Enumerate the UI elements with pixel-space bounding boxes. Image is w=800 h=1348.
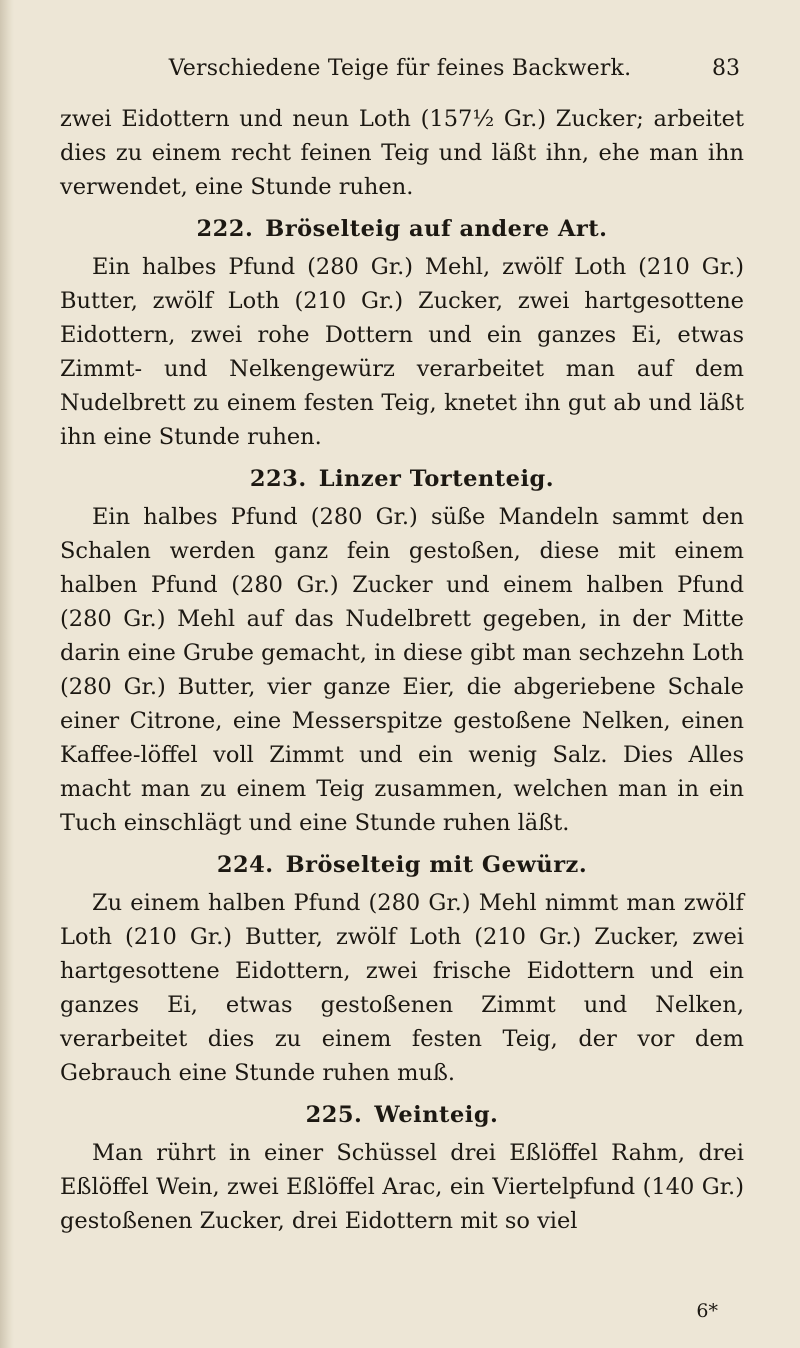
recipe-text: Ein halbes Pfund (280 Gr.) süße Mandeln sammt den Schalen werden ganz fein gestoßen, diese mit einem halben Pfund (280 Gr.) Zucker und einem halben Pfund (280 Gr.) Mehl auf das Nudelbrett gegeben, in der Mitte darin eine Grube gemacht, in diese gibt man sechzehn Loth (280 Gr.) Butter, vier ganze Eier, die abgeriebene Schale einer Citrone, eine Messerspitze gestoßene Nelken, einen Kaffee-löffel voll Zimmt und ein wenig Salz. Dies Alles macht man zu einem Teig zusammen, welchen man in ein Tuch einschlägt und eine Stunde ruhen läßt. xyxy=(60,504,744,836)
intro-paragraph: zwei Eidottern und neun Loth (157½ Gr.) Zucker; arbeitet dies zu einem recht feinen Teig und läßt ihn, ehe man ihn verwendet, eine Stunde ruhen. xyxy=(60,106,744,200)
recipe-title: Linzer Tortenteig. xyxy=(318,466,555,492)
recipe-text: Zu einem halben Pfund (280 Gr.) Mehl nimmt man zwölf Loth (210 Gr.) Butter, zwölf Loth (210 Gr.) Zucker, zwei hartgesottene Eidottern, zwei frische Eidottern und ein ganzes Ei, etwas gestoßenen Zimmt und Nelken, verarbeitet dies zu einem festen Teig, der vor dem Gebrauch eine Stunde ruhen muß. xyxy=(60,890,744,1086)
recipe-section-223 xyxy=(60,462,744,840)
recipe-section-224 xyxy=(60,848,744,1090)
running-title: Verschiedene Teige für feines Backwerk. xyxy=(168,56,632,81)
recipe-number: 223. xyxy=(249,466,307,492)
recipe-number: 224. xyxy=(216,852,274,878)
page-gutter-shadow xyxy=(0,0,14,1348)
recipe-title: Bröselteig auf andere Art. xyxy=(265,216,608,242)
running-head xyxy=(60,56,740,86)
page-number: 83 xyxy=(712,56,740,81)
recipe-section-225 xyxy=(60,1098,744,1238)
recipe-title: Bröselteig mit Gewürz. xyxy=(285,852,588,878)
recipe-text: Ein halbes Pfund (280 Gr.) Mehl, zwölf Loth (210 Gr.) Butter, zwölf Loth (210 Gr.) Zucker, zwei hartgesottene Eidottern, zwei rohe Dottern und ein ganzes Ei, etwas Zimmt- und Nelkengewürz verarbeitet man auf dem Nudelbrett zu einem festen Teig, knetet ihn gut ab und läßt ihn eine Stunde ruhen. xyxy=(60,254,744,450)
recipe-heading xyxy=(60,212,744,246)
recipe-number: 222. xyxy=(196,216,254,242)
recipe-heading xyxy=(60,462,744,496)
recipe-title: Weinteig. xyxy=(374,1102,499,1128)
page-body xyxy=(60,102,744,1238)
recipe-section-222 xyxy=(60,212,744,454)
recipe-number: 225. xyxy=(305,1102,363,1128)
signature-mark: 6* xyxy=(696,1300,718,1322)
recipe-heading xyxy=(60,1098,744,1132)
recipe-text: Man rührt in einer Schüssel drei Eßlöffel Rahm, drei Eßlöffel Wein, zwei Eßlöffel Arac, ein Viertelpfund (140 Gr.) gestoßenen Zucker, drei Eidottern mit so viel xyxy=(60,1140,744,1234)
recipe-heading xyxy=(60,848,744,882)
